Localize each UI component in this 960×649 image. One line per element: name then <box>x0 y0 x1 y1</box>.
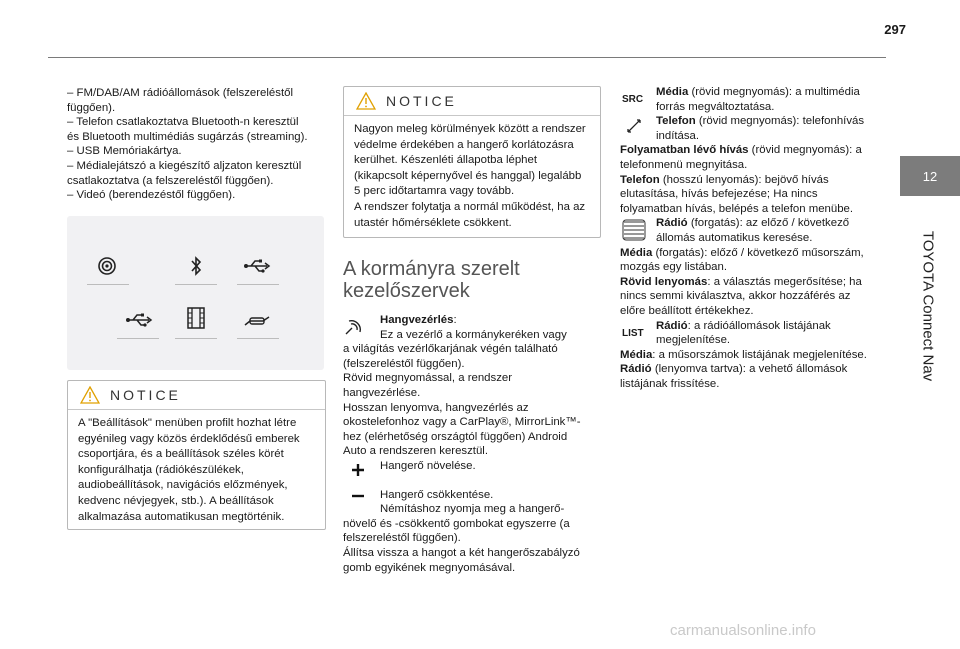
text-line: A "Beállítások" menüben profilt hozhat létre <box>78 417 297 429</box>
divider <box>117 338 159 339</box>
divider <box>237 284 279 285</box>
notice-header <box>344 87 600 115</box>
voice-command-icon <box>343 315 365 337</box>
vol-down-text: Hangerő csökkentése. <box>380 488 494 501</box>
text-line: folyamatban hívás, belépés a telefon menübe. <box>620 202 854 215</box>
aux-jack-icon <box>235 308 279 332</box>
notice-header <box>68 381 325 409</box>
text-line: csatlakoztatva (a felszereléstől függően). <box>67 174 274 187</box>
text-line: állomás automatikus keresése. <box>656 231 813 244</box>
text-line: növelő és -csökkentő gombokat egyszerre (a <box>343 517 570 530</box>
text-line: okostelefonhoz vagy a CarPlay®, MirrorLink™- <box>343 416 581 429</box>
source-icons-panel <box>67 216 324 370</box>
text-line: – FM/DAB/AM rádióállomások (felszereléstől <box>67 87 293 99</box>
bluetooth-icon <box>174 254 218 278</box>
text-line: audiobeállítások, navigációs előzmények, <box>78 479 288 492</box>
text-line: nincs semmi kiválasztva, akkor hozzáférés az <box>620 290 851 303</box>
text-line: Média: a műsorszámok listájának megjelenítése. <box>620 348 867 361</box>
text-line: Telefon (hosszú lenyomás): bejövő hívás <box>620 173 829 186</box>
text-line: egyénileg vagy közös érdeklődésű emberek <box>78 432 300 445</box>
text-line: Média (forgatás): előző / következő műsorszám, <box>620 246 864 259</box>
steering-controls-text <box>343 313 599 575</box>
text-line: hez (elérhetőség országtól függően) Android <box>343 430 568 443</box>
text-line: Állítsa vissza a hangot a két hangerőszabályzó <box>343 546 580 559</box>
text-line: Rádió (forgatás): az előző / következő <box>656 217 850 230</box>
text-line: védelme érdekében a hangerő korlátozásra <box>354 138 574 151</box>
text-line: Telefon (rövid megnyomás): telefonhívás <box>656 115 865 128</box>
text-line: A rendszer folytatja a normál működést, ha az <box>354 200 586 213</box>
heading-line: kezelőszervek <box>343 280 470 302</box>
text-line: indítása. <box>656 129 700 142</box>
text-line: és Bluetooth multimédiás sugárzás (streaming). <box>67 130 308 143</box>
usb-memory-icon <box>117 308 161 332</box>
text-line: elutasítása, hívás befejezése; Ha nincs <box>620 188 818 201</box>
text-line: gomb egyikének megnyomásával. <box>343 561 516 574</box>
voice-label: Hangvezérlés: <box>380 314 457 326</box>
text-line: forrás megváltoztatása. <box>656 100 775 113</box>
section-heading <box>343 258 583 302</box>
text-line: Média (rövid megnyomás): a multimédia <box>656 86 860 98</box>
text-line: mozgás egy listában. <box>620 261 728 274</box>
warning-icon <box>356 92 376 110</box>
text-line: Rádió (lenyomva tartva): a vehető állomások <box>620 363 848 376</box>
text-line: kerülhet. Készenléti állapotba léphet <box>354 154 538 167</box>
text-line: – Telefon csatlakoztatva Bluetooth-n keresztül <box>67 116 299 129</box>
page-number: 297 <box>884 22 906 37</box>
text-line: – Médialejátszó a kiegészítő aljzaton keresztül <box>67 159 302 172</box>
divider <box>87 284 129 285</box>
usb-icon <box>235 254 279 278</box>
text-line: 5 perc időtartamra vagy tovább. <box>354 185 515 198</box>
divider <box>175 338 217 339</box>
text-line: Auto a rendszeren keresztül. <box>343 445 488 458</box>
text-line: kedvenc névjegyek, stb.). A beállítások <box>78 494 274 507</box>
text-line: Rövid megnyomással, a rendszer <box>343 372 513 385</box>
divider <box>175 284 217 285</box>
text-line: előre beállított értékekhez. <box>620 304 754 317</box>
text-line: (felszereléstől függően). <box>343 357 465 370</box>
text-line: alkalmazása automatikusan megtörténik. <box>78 510 285 523</box>
notice-box-temperature <box>343 86 601 238</box>
notice-title: NOTICE <box>386 93 457 109</box>
header-rule <box>48 57 886 58</box>
text-line: Rádió: a rádióállomások listájának <box>656 319 831 332</box>
src-button-label: SRC <box>622 94 644 105</box>
text-line: felszereléstől függően). <box>343 532 461 545</box>
text-line: a világítás vezérlőkarjának végén található <box>343 343 558 356</box>
minus-icon <box>351 494 365 498</box>
watermark: carmanualsonline.info <box>670 622 816 639</box>
text-line: telefonmenü megnyitása. <box>620 158 748 171</box>
divider <box>237 338 279 339</box>
radio-icon <box>85 254 129 278</box>
warning-icon <box>80 386 100 404</box>
text-line: Ez a vezérlő a kormánykeréken vagy <box>380 328 567 341</box>
sources-list <box>67 86 323 203</box>
chapter-tab: 12 <box>900 156 960 196</box>
text-line: – Videó (berendezéstől függően). <box>67 189 236 202</box>
text-line: függően). <box>67 101 116 114</box>
vol-up-text: Hangerő növelése. <box>380 459 476 472</box>
text-line: listájának frissítése. <box>620 377 720 390</box>
steering-button-list <box>620 85 878 391</box>
heading-line: A kormányra szerelt <box>343 258 520 280</box>
text-line: csoportjára, és a beállítások széles körét <box>78 448 284 461</box>
text-line: (kikapcsolt képernyővel és hanggal) legalább <box>354 169 582 182</box>
notice-title: NOTICE <box>110 387 181 403</box>
text-line: konfigurálhatja (rádiókészülékek, <box>78 463 244 476</box>
text-line: Némításhoz nyomja meg a hangerő- <box>380 503 565 516</box>
scroll-wheel-icon <box>622 219 646 241</box>
notice-box-profiles <box>67 380 326 530</box>
text-line: megjelenítése. <box>656 334 731 347</box>
chapter-title <box>896 206 960 406</box>
text-line: Folyamatban lévő hívás (rövid megnyomás): a <box>620 144 862 157</box>
text-line: utastér hőmérséklete csökkent. <box>354 216 512 229</box>
chapter-title-text: TOYOTA Connect Nav <box>919 230 937 382</box>
list-button-label: LIST <box>622 327 644 339</box>
video-icon <box>174 306 218 330</box>
text-line: Rövid lenyomás: a választás megerősítése; ha <box>620 275 862 288</box>
text-line: Hosszan lenyomva, hangvezérlés az <box>343 401 529 414</box>
text-line: hangvezérlése. <box>343 386 421 399</box>
text-line: – USB Memóriakártya. <box>67 145 182 158</box>
phone-icon <box>626 118 642 134</box>
plus-icon <box>351 463 365 477</box>
text-line: Nagyon meleg körülmények között a rendszer <box>354 123 586 135</box>
